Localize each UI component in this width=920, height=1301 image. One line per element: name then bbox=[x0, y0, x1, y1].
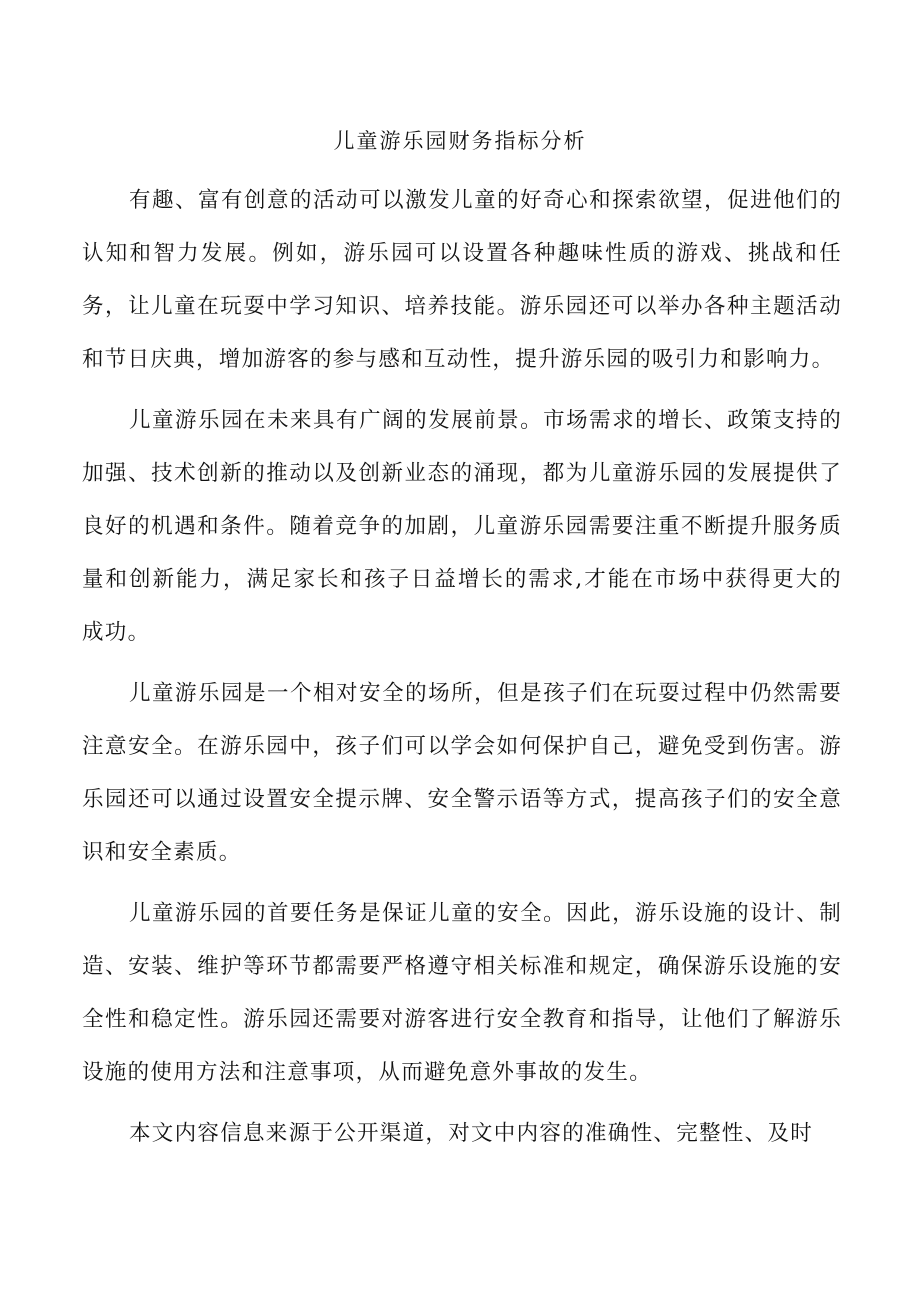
document-title: 儿童游乐园财务指标分析 bbox=[333, 129, 587, 153]
paragraph-2: 儿童游乐园在未来具有广阔的发展前景。市场需求的增长、政策支持的加强、技术创新的推动以及创新业态的涌现，都为儿童游乐园的发展提供了良好的机遇和条件。随着竞争的加剧，儿童游乐园需要注重不断提升服务质量和创新能力，满足家长和孩子日益增长的需求,才能在市场中获得更大的成功。 bbox=[82, 408, 842, 645]
paragraph-3: 儿童游乐园是一个相对安全的场所，但是孩子们在玩耍过程中仍然需要注意安全。在游乐园中，孩子们可以学会如何保护自己，避免受到伤害。游乐园还可以通过设置安全提示牌、安全警示语等方式，提高孩子们的安全意识和安全素质。 bbox=[82, 681, 842, 865]
paragraph-4: 儿童游乐园的首要任务是保证儿童的安全。因此，游乐设施的设计、制造、安装、维护等环节都需要严格遵守相关标准和规定，确保游乐设施的安全性和稳定性。游乐园还需要对游客进行安全教育和指导，让他们了解游乐设施的使用方法和注意事项，从而避免意外事故的发生。 bbox=[82, 901, 842, 1085]
paragraph-1: 有趣、富有创意的活动可以激发儿童的好奇心和探索欲望，促进他们的认知和智力发展。例如，游乐园可以设置各种趣味性质的游戏、挑战和任务，让儿童在玩耍中学习知识、培养技能。游乐园还可以举办各种主题活动和节日庆典，增加游客的参与感和互动性，提升游乐园的吸引力和影响力。 bbox=[82, 188, 842, 372]
paragraph-5: 本文内容信息来源于公开渠道，对文中内容的准确性、完整性、及时 bbox=[129, 1121, 814, 1146]
